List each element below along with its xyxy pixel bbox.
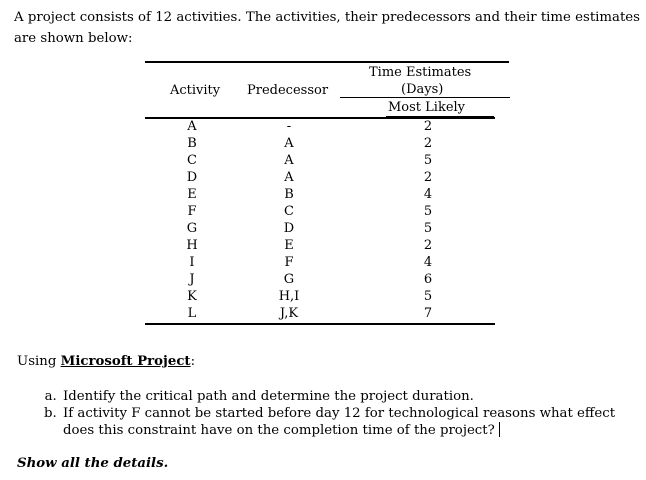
cell-activity: I bbox=[189, 255, 195, 270]
cell-most-likely: 5 bbox=[423, 204, 433, 219]
cell-predecessor: A bbox=[284, 153, 294, 168]
cell-predecessor: D bbox=[283, 221, 295, 236]
cell-most-likely: 6 bbox=[423, 272, 433, 287]
cell-predecessor: J,K bbox=[279, 306, 299, 321]
cell-activity: H bbox=[186, 238, 198, 253]
instruction-line bbox=[17, 354, 195, 369]
cell-predecessor: C bbox=[284, 204, 294, 219]
cell-activity: C bbox=[187, 153, 197, 168]
cell-activity: K bbox=[187, 289, 197, 304]
cell-activity: F bbox=[187, 204, 197, 219]
col-header-predecessor: Predecessor bbox=[247, 83, 329, 98]
cell-activity: B bbox=[187, 136, 197, 151]
cell-predecessor: B bbox=[284, 187, 294, 202]
cell-activity: D bbox=[186, 170, 198, 185]
cell-activity: E bbox=[187, 187, 197, 202]
question-a: a. Identify the critical path and determine the project duration. bbox=[61, 388, 641, 405]
cell-most-likely: 2 bbox=[423, 170, 433, 185]
cell-predecessor: F bbox=[284, 255, 294, 270]
days-underline bbox=[340, 97, 510, 98]
text-cursor bbox=[499, 422, 500, 437]
cell-activity: G bbox=[186, 221, 198, 236]
cell-predecessor: H,I bbox=[278, 289, 300, 304]
cell-activity: J bbox=[189, 272, 195, 287]
cell-most-likely: 7 bbox=[423, 306, 433, 321]
using-prefix: Using bbox=[17, 354, 61, 369]
closing-instruction: Show all the details. bbox=[17, 456, 169, 471]
question-b bbox=[61, 405, 641, 439]
cell-activity: L bbox=[187, 306, 197, 321]
intro-paragraph: A project consists of 12 activities. The activities, their predecessors and their time estimates are shown below: bbox=[14, 10, 640, 46]
table-bottom-rule bbox=[145, 323, 495, 325]
table-top-rule bbox=[145, 61, 509, 63]
cell-predecessor: - bbox=[286, 119, 292, 134]
col-header-activity: Activity bbox=[170, 83, 221, 98]
cell-most-likely: 5 bbox=[423, 289, 433, 304]
question-list bbox=[17, 388, 641, 439]
col-header-days: (Days) bbox=[401, 82, 444, 97]
cell-most-likely: 4 bbox=[423, 255, 433, 270]
cell-predecessor: A bbox=[284, 170, 294, 185]
cell-predecessor: G bbox=[283, 272, 295, 287]
cell-most-likely: 5 bbox=[423, 153, 433, 168]
cell-predecessor: E bbox=[284, 238, 294, 253]
tool-name: Microsoft Project bbox=[60, 354, 191, 369]
question-b-text: If activity F cannot be started before day 12 for technological reasons what effect does this constraint have on the completion time of the project? bbox=[63, 406, 616, 438]
col-header-time-estimates: Time Estimates bbox=[369, 65, 472, 80]
table-header-rule bbox=[145, 117, 495, 119]
cell-most-likely: 4 bbox=[423, 187, 433, 202]
cell-most-likely: 2 bbox=[423, 136, 433, 151]
col-subheader-most-likely: Most Likely bbox=[388, 100, 466, 115]
cell-most-likely: 2 bbox=[423, 238, 433, 253]
using-suffix: : bbox=[190, 354, 196, 369]
cell-most-likely: 5 bbox=[423, 221, 433, 236]
cell-activity: A bbox=[187, 119, 197, 134]
cell-predecessor: A bbox=[284, 136, 294, 151]
cell-most-likely: 2 bbox=[423, 119, 433, 134]
